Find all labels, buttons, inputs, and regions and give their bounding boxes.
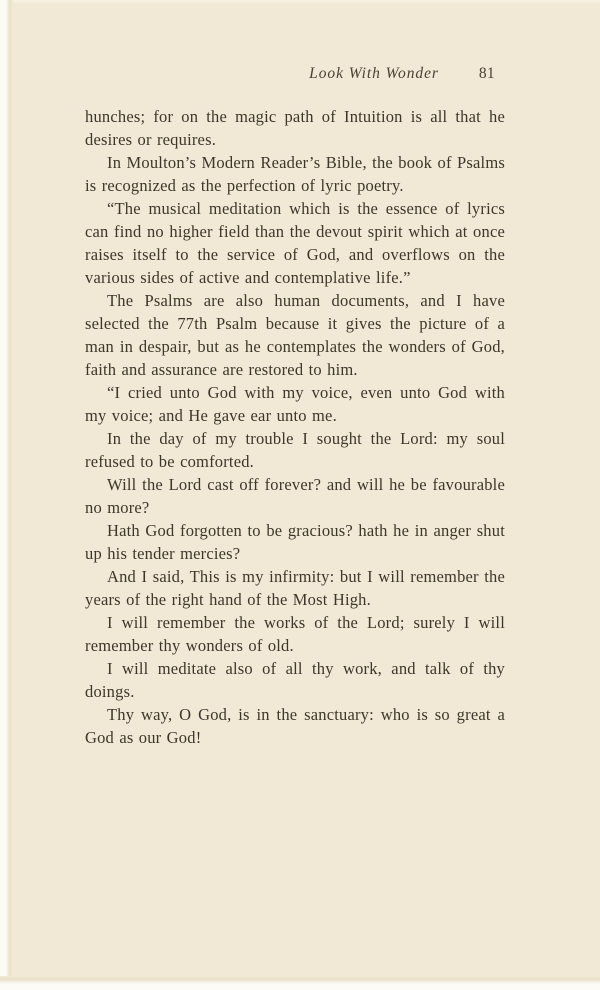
paragraph: I will remember the works of the Lord; surely I will remember thy wonders of old.	[85, 613, 505, 655]
paragraph: “I cried unto God with my voice, even unto God with my voice; and He gave ear unto me.	[85, 383, 505, 425]
page-content	[85, 64, 505, 749]
page-edge-top	[0, 0, 600, 4]
paragraph: hunches; for on the magic path of Intuition is all that he desires or requires.	[85, 107, 505, 149]
paragraph: I will meditate also of all thy work, and talk of thy doings.	[85, 659, 505, 701]
paragraph: Thy way, O God, is in the sanctuary: who is so great a God as our God!	[85, 705, 505, 747]
paragraph: In the day of my trouble I sought the Lord: my soul refused to be comforted.	[85, 429, 505, 471]
running-header	[85, 64, 505, 84]
paragraph: Will the Lord cast off forever? and will he be favourable no more?	[85, 475, 505, 517]
paragraph: The Psalms are also human documents, and I have selected the 77th Psalm because it gives the picture of a man in despair, but as he contemplates the wonders of God, faith and assurance are restored to him.	[85, 291, 505, 379]
running-title: Look With Wonder	[309, 65, 439, 82]
paragraph: In Moulton’s Modern Reader’s Bible, the book of Psalms is recognized as the perfection of lyric poetry.	[85, 153, 505, 195]
page-number: 81	[478, 65, 495, 82]
paragraph: And I said, This is my infirmity: but I will remember the years of the right hand of the Most High.	[85, 567, 505, 609]
page-edge-left	[0, 0, 13, 990]
page-edge-bottom	[0, 976, 600, 990]
paragraph: Hath God forgotten to be gracious? hath he in anger shut up his tender mercies?	[85, 521, 505, 563]
paragraph: “The musical meditation which is the essence of lyrics can find no higher field than the devout spirit which at once raises itself to the service of God, and overflows on the various sides of active and contemplative life.”	[85, 199, 505, 287]
